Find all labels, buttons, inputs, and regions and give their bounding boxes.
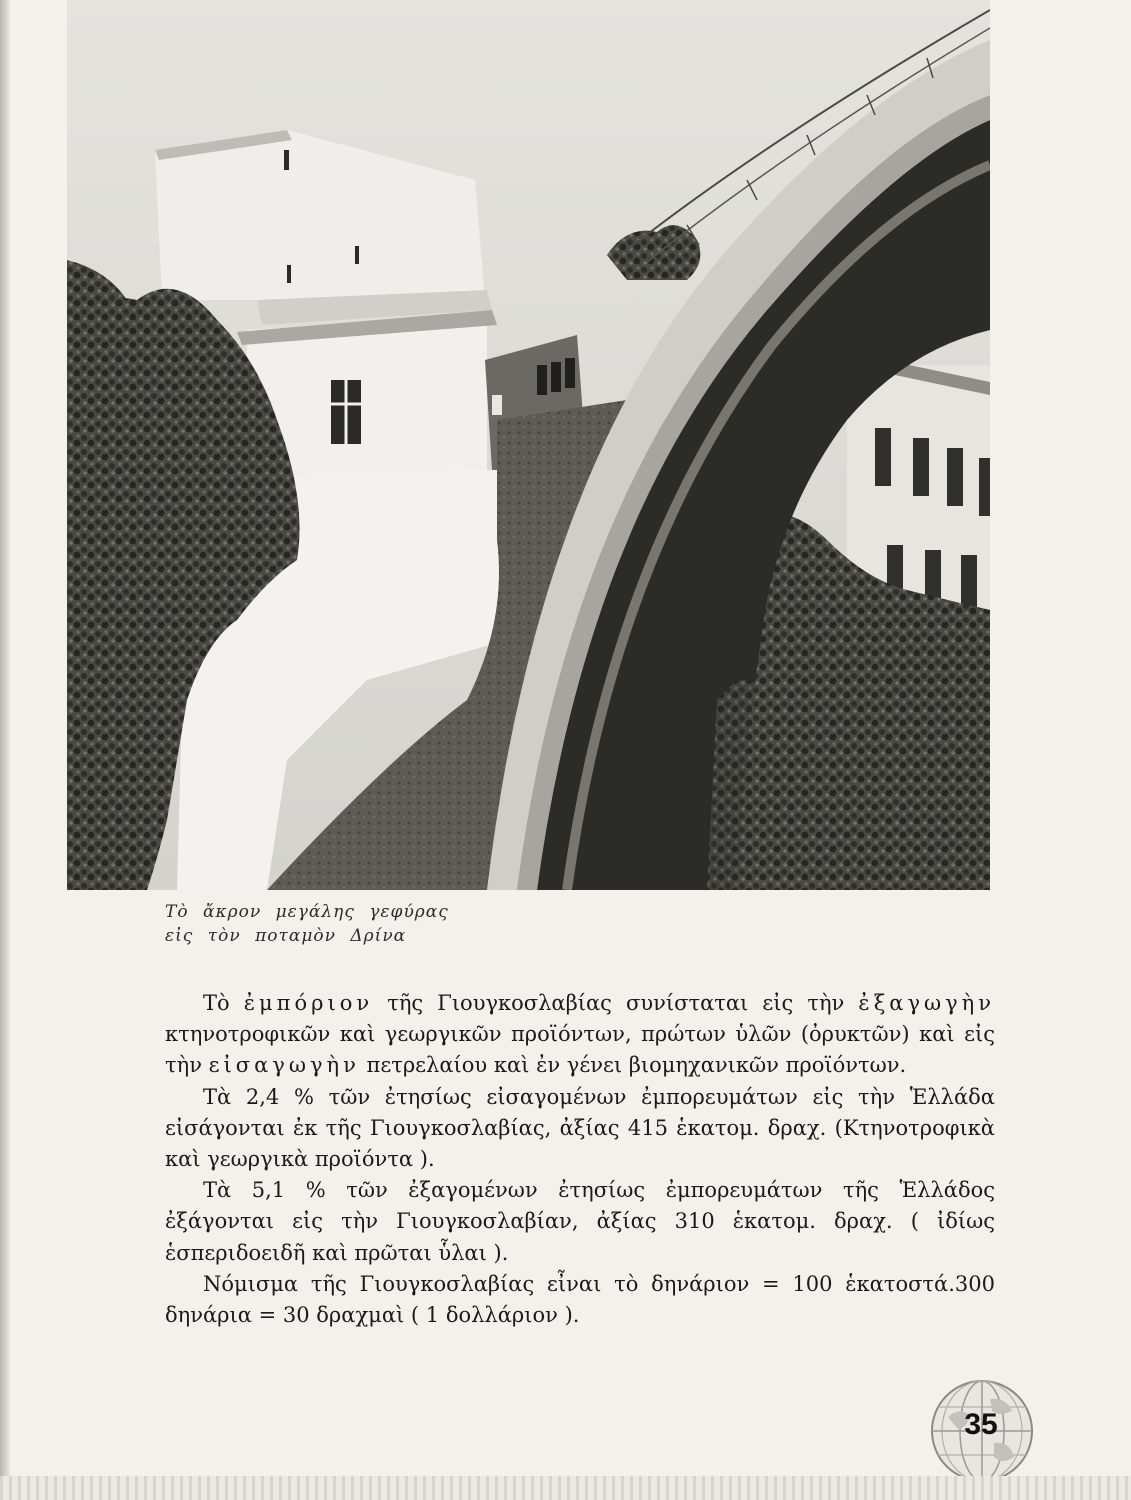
photo-caption [165, 900, 585, 948]
paragraph-exports: Τὰ 5,1 % τῶν ἐξαγομένων ἐτησίως ἐμπορευμάτων τῆς Ἑλλάδος ἐξάγονται εἰς τὴν Γιουγκοσλαβίαν, ἀξίας 310 ἑκατομ. δραχ. ( ἰδίως ἑσπεριδοειδῆ καὶ πρῶται ὗλαι ). [165, 1178, 995, 1265]
page-number: 35 [964, 1408, 998, 1441]
bridge-photo [67, 0, 990, 890]
paragraph-currency: Νόμισμα τῆς Γιουγκοσλαβίας εἶναι τὸ δηνάριον = 100 ἑκατοστά.300 δηνάρια = 30 δραχμαὶ ( 1 δολλάριον ). [165, 1271, 995, 1328]
paragraph-imports: Τὰ 2,4 % τῶν ἐτησίως εἰσαγομένων ἐμπορευμάτων εἰς τὴν Ἑλλάδα εἰσάγονται ἐκ τῆς Γιουγκοσλαβίας, ἀξίας 415 ἑκατομ. δραχ. (Κτηνοτροφικὰ καὶ γεωργικὰ προϊόντα ). [165, 1084, 995, 1172]
text-run: τῆς Γιουγκοσλαβίας συνίσταται εἰς τὴν [373, 991, 859, 1015]
caption-line-1: Τὸ ἄκρον μεγάλης γεφύρας [165, 902, 449, 922]
spaced-word-export: ἐξαγωγὴν [858, 991, 996, 1015]
paragraph-trade [165, 988, 995, 1082]
page-bottom-edge [0, 1476, 1131, 1500]
spaced-word-trade: ἐμπόριον [243, 991, 374, 1015]
page-edge [0, 0, 10, 1500]
text-run: Τὸ [203, 991, 244, 1015]
text-run: κτηνοτροφικῶν καὶ γεωργικῶν προϊόντων, πρώτων ὑλῶν (ὀρυκτῶν) καὶ εἰς τὴν [165, 1022, 995, 1078]
bridge-photo-drawing [67, 0, 990, 890]
spaced-word-import: εἰσαγωγὴν [208, 1053, 360, 1078]
text-run: πετρελαίου καὶ ἐν γένει βιομηχανικῶν προϊόντων. [359, 1053, 907, 1078]
caption-line-2: εἰς τὸν ποταμὸν Δρίνα [165, 926, 407, 946]
body-text [165, 988, 995, 1331]
